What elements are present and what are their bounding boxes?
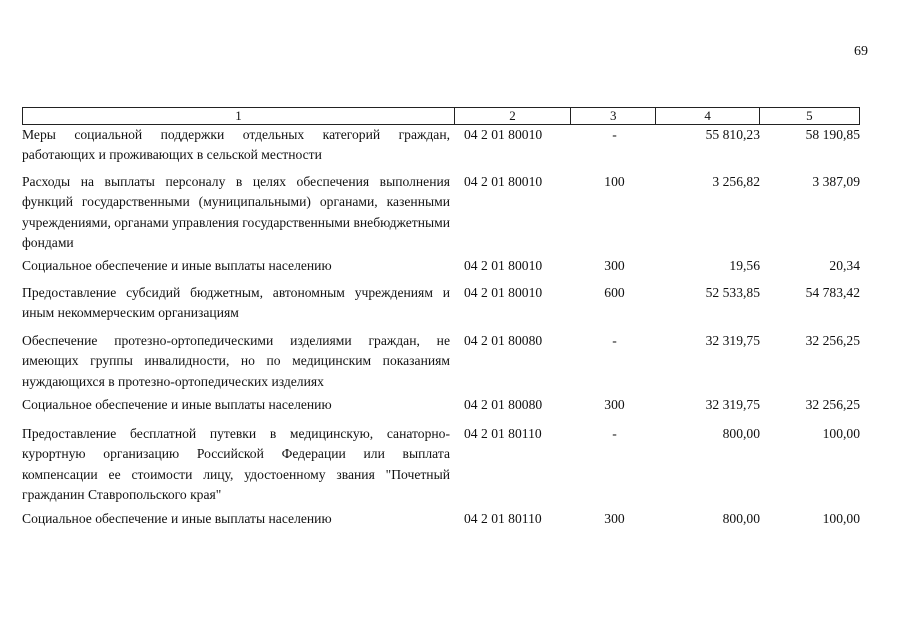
header-col-5: 5 <box>806 108 813 123</box>
row-target-code: 04 2 01 80010 <box>464 174 543 189</box>
table-row <box>22 256 860 276</box>
header-col-4: 4 <box>656 108 759 124</box>
table-row <box>22 395 860 415</box>
row-description: Социальное обеспечение и иные выплаты населению <box>22 397 332 412</box>
row-description: Меры социальной поддержки отдельных категорий граждан, работающих и проживающих в сельской местности <box>22 127 450 163</box>
table-row <box>22 125 860 166</box>
table-row <box>22 424 860 505</box>
row-description: Социальное обеспечение и иные выплаты населению <box>22 511 332 526</box>
row-sum-year-1: 55 810,23 <box>705 127 760 142</box>
header-col-1: 1 <box>23 108 455 124</box>
row-sum-year-2: 32 256,25 <box>805 397 860 412</box>
row-sum-year-1: 800,00 <box>722 511 760 526</box>
row-description: Предоставление субсидий бюджетным, автономным учреждениям и иным некоммерческим организациям <box>22 285 450 321</box>
row-expense-type: 100 <box>604 174 625 189</box>
table-row <box>22 509 860 529</box>
row-sum-year-2: 100,00 <box>822 511 860 526</box>
row-target-code: 04 2 01 80010 <box>464 258 543 273</box>
header-col-3: 3 <box>571 108 656 124</box>
row-expense-type: 300 <box>604 511 625 526</box>
row-target-code: 04 2 01 80010 <box>464 285 543 300</box>
row-sum-year-2: 20,34 <box>829 258 860 273</box>
row-target-code: 04 2 01 80110 <box>464 426 542 441</box>
row-target-code: 04 2 01 80110 <box>464 511 542 526</box>
row-expense-type: 300 <box>604 258 625 273</box>
table-row <box>22 283 860 324</box>
row-description: Социальное обеспечение и иные выплаты населению <box>22 258 332 273</box>
row-sum-year-1: 52 533,85 <box>705 285 760 300</box>
row-target-code: 04 2 01 80080 <box>464 397 543 412</box>
table-row <box>22 331 860 392</box>
row-sum-year-1: 19,56 <box>729 258 760 273</box>
row-sum-year-1: 32 319,75 <box>705 397 760 412</box>
row-expense-type: 600 <box>604 285 625 300</box>
row-sum-year-2: 3 387,09 <box>812 174 860 189</box>
row-expense-type: 300 <box>604 397 625 412</box>
row-sum-year-2: 32 256,25 <box>805 333 860 348</box>
page-number: 69 <box>854 44 868 59</box>
row-description: Расходы на выплаты персоналу в целях обеспечения выполнения функций государственными (муниципальными) органами, казенными учреждениями, органами управления государственными внебюджетными фондами <box>22 174 450 250</box>
header-col-2: 2 <box>455 108 571 124</box>
row-description: Предоставление бесплатной путевки в медицинскую, санаторно-курортную организацию Российской Федерации или выплата компенсации ее стоимости лицу, удостоенному звания "Почетный гражданин Ставропольского края" <box>22 426 450 502</box>
row-sum-year-1: 800,00 <box>722 426 760 441</box>
row-target-code: 04 2 01 80080 <box>464 333 543 348</box>
row-sum-year-2: 54 783,42 <box>805 285 860 300</box>
row-target-code: 04 2 01 80010 <box>464 127 543 142</box>
row-sum-year-2: 100,00 <box>822 426 860 441</box>
row-description: Обеспечение протезно-ортопедическими изделиями граждан, не имеющих группы инвалидности, но по медицинским показаниям нуждающихся в протезно-ортопедических изделиях <box>22 333 450 389</box>
row-sum-year-2: 58 190,85 <box>805 127 860 142</box>
row-sum-year-1: 3 256,82 <box>712 174 760 189</box>
row-expense-type: - <box>612 426 617 441</box>
table-header <box>22 107 860 125</box>
row-expense-type: - <box>612 127 617 142</box>
table-row <box>22 172 860 253</box>
row-expense-type: - <box>612 333 617 348</box>
row-sum-year-1: 32 319,75 <box>705 333 760 348</box>
